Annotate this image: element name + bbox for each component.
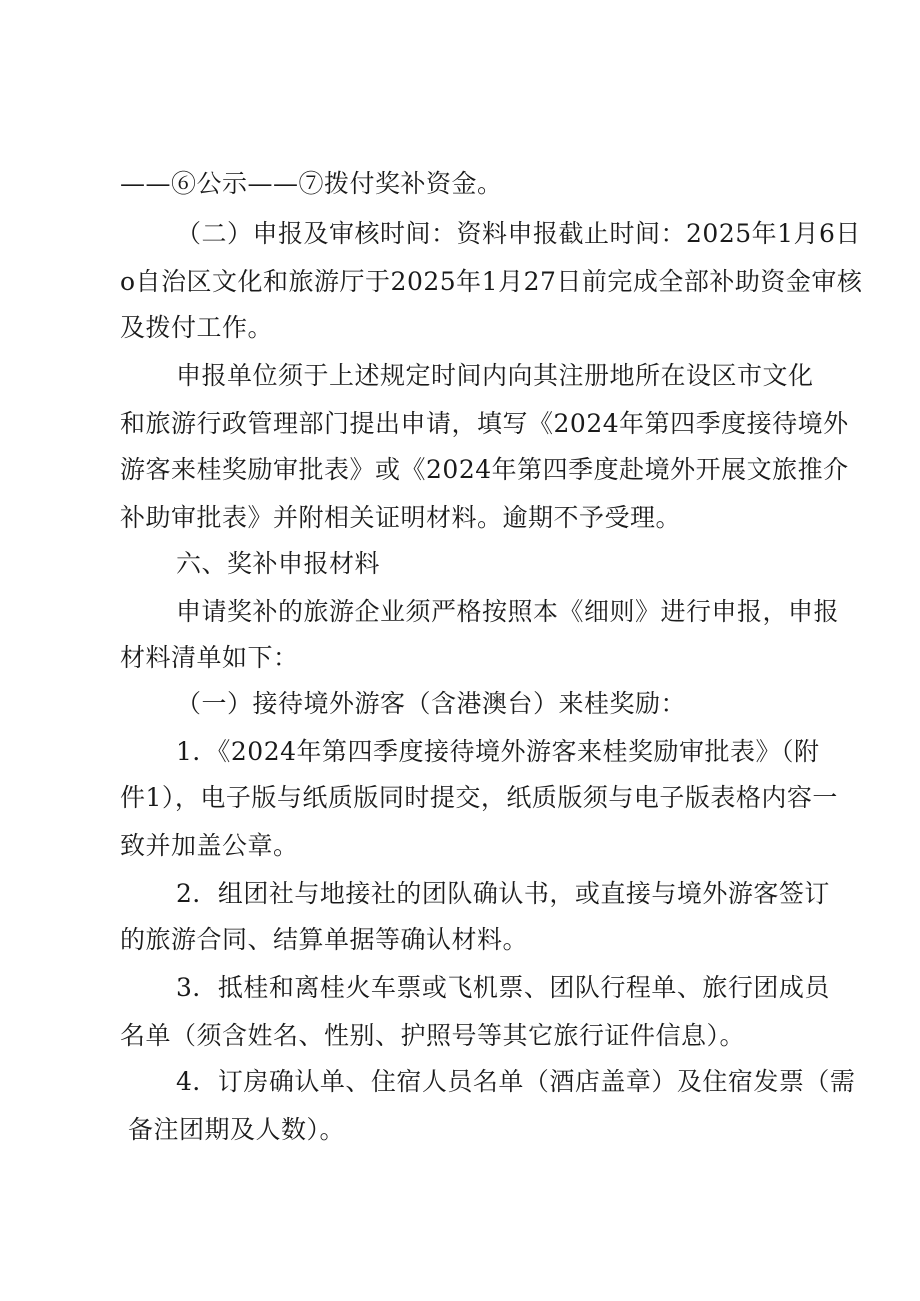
text-line: 补助审批表》并附相关证明材料。逾期不予受理。 xyxy=(120,503,682,532)
section-heading: 六、奖补申报材料 xyxy=(176,549,381,578)
text-line: 材料清单如下： xyxy=(120,643,299,672)
text-line: 和旅游行政管理部门提出申请，填写《2024年第四季度接待境外 xyxy=(120,409,849,438)
text-line: 申报单位须于上述规定时间内向其注册地所在设区市文化 xyxy=(176,361,814,390)
text-line: 及拨付工作。 xyxy=(120,313,274,342)
text-line: 的旅游合同、结算单据等确认材料。 xyxy=(120,925,529,954)
text-line: 游客来桂奖励审批表》或《2024年第四季度赴境外开展文旅推介 xyxy=(120,455,849,484)
list-item: 3．抵桂和离桂火车票或飞机票、团队行程单、旅行团成员 xyxy=(176,973,830,1002)
text-line: o自治区文化和旅游厅于2025年1月27日前完成全部补助资金审核 xyxy=(120,267,863,296)
list-item: 2．组团社与地接社的团队确认书，或直接与境外游客签订 xyxy=(176,879,830,908)
list-item: 1．《2024年第四季度接待境外游客来桂奖励审批表》（附 xyxy=(176,737,820,766)
list-item: 4．订房确认单、住宿人员名单（酒店盖章）及住宿发票（需 xyxy=(176,1067,856,1096)
text-line: （二）申报及审核时间：资料申报截止时间：2025年1月6日 xyxy=(176,219,861,248)
subsection-heading: （一）接待境外游客（含港澳台）来桂奖励： xyxy=(176,689,687,718)
text-line: ——⑥公示——⑦拨付奖补资金。 xyxy=(120,169,503,198)
text-line: 名单（须含姓名、性别、护照号等其它旅行证件信息）。 xyxy=(120,1021,746,1050)
text-line: 申请奖补的旅游企业须严格按照本《细则》进行申报，申报 xyxy=(176,597,840,626)
text-line: 备注团期及人数）。 xyxy=(128,1115,346,1144)
text-line: 件1），电子版与纸质版同时提交，纸质版须与电子版表格内容一 xyxy=(120,783,838,812)
text-line: 致并加盖公章。 xyxy=(120,831,299,860)
